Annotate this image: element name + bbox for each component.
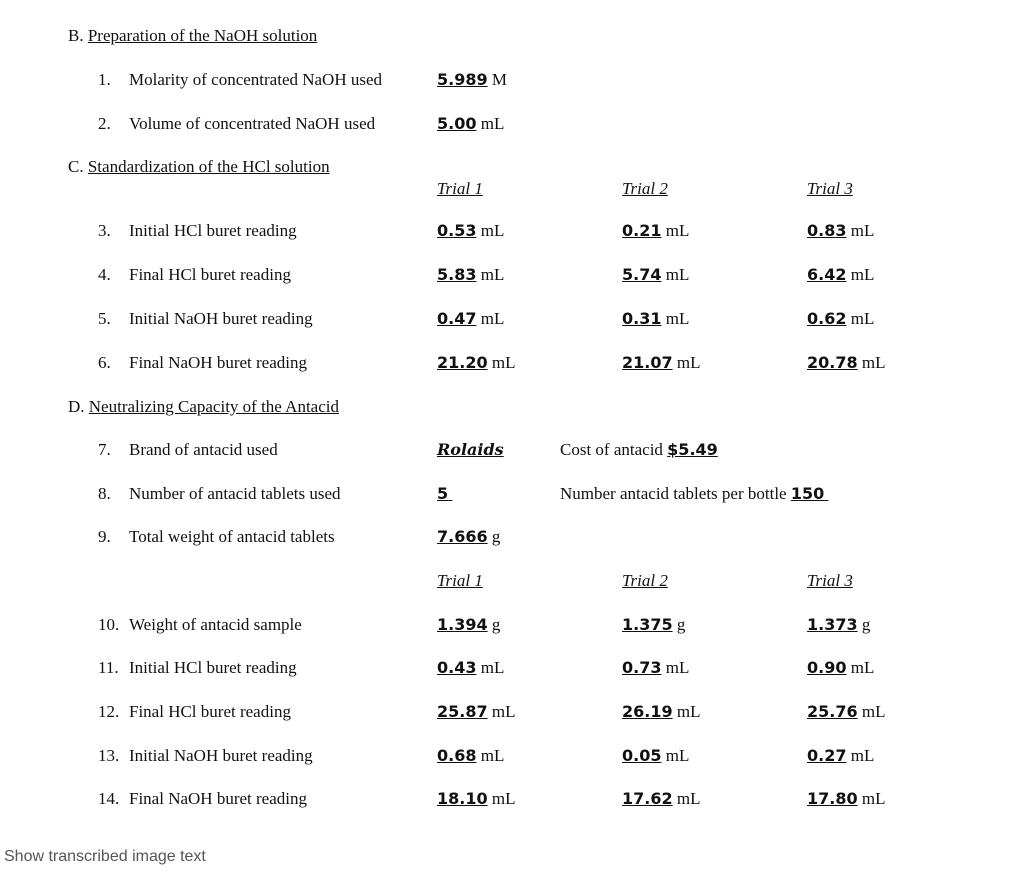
item-value: 6.42 — [807, 265, 847, 284]
item-label: Molarity of concentrated NaOH used — [129, 70, 383, 89]
item-row-7 — [98, 440, 278, 460]
item-unit: mL — [491, 789, 516, 808]
value-cell — [807, 221, 874, 241]
item-value: 0.90 — [807, 658, 847, 677]
value-cell — [622, 746, 689, 766]
item-unit: g — [491, 615, 501, 634]
item-unit: mL — [850, 746, 875, 765]
value-cell — [622, 221, 689, 241]
item-value: 17.80 — [807, 789, 858, 808]
value-cell — [807, 746, 874, 766]
item-label: Initial HCl buret reading — [129, 658, 297, 677]
item-row-4 — [98, 265, 291, 285]
item-row-2 — [98, 114, 375, 134]
section-c-heading — [68, 157, 330, 177]
section-letter: D. — [68, 397, 85, 416]
value-cell — [437, 615, 500, 635]
item-value: 0.68 — [437, 746, 477, 765]
item-value: 25.87 — [437, 702, 488, 721]
value-cell — [437, 70, 507, 90]
item-label: Final NaOH buret reading — [129, 353, 307, 372]
section-d-heading — [68, 397, 339, 417]
tablets-value: 5 — [437, 484, 449, 503]
item-number: 7. — [98, 440, 111, 459]
per-bottle-label: Number antacid tablets per bottle — [560, 484, 787, 503]
value-cell — [437, 746, 504, 766]
item-unit: M — [491, 70, 507, 89]
item-value: 21.07 — [622, 353, 673, 372]
item-value: 5.989 — [437, 70, 488, 89]
item-number: 6. — [98, 353, 111, 372]
item-number: 8. — [98, 484, 111, 503]
item-value: 17.62 — [622, 789, 673, 808]
item-unit: mL — [850, 265, 875, 284]
item-value: 5.74 — [622, 265, 662, 284]
section-title: Standardization of the HCl solution — [87, 157, 330, 176]
item-unit: mL — [491, 353, 516, 372]
item-unit: mL — [665, 221, 690, 240]
value-cell — [622, 615, 685, 635]
item-label: Weight of antacid sample — [129, 615, 302, 634]
item-value: 0.27 — [807, 746, 847, 765]
item-unit: mL — [850, 658, 875, 677]
trial-header: Trial 1 — [437, 571, 483, 590]
value-cell — [622, 353, 700, 373]
item-number: 1. — [98, 70, 111, 89]
item-number: 13. — [98, 746, 120, 765]
item-row-9 — [98, 527, 335, 547]
section-title: Preparation of the NaOH solution — [87, 26, 318, 45]
value-cell — [437, 702, 515, 722]
item-unit: g — [861, 615, 871, 634]
value-cell — [622, 309, 689, 329]
item-label: Number of antacid tablets used — [129, 484, 341, 503]
item-unit: mL — [861, 702, 886, 721]
value-cell — [622, 789, 700, 809]
item-number: 3. — [98, 221, 111, 240]
item-row-10 — [98, 615, 302, 635]
value-cell — [807, 309, 874, 329]
item-label: Initial HCl buret reading — [129, 221, 297, 240]
item-label: Total weight of antacid tablets — [129, 527, 335, 546]
item-value: 5.83 — [437, 265, 477, 284]
show-transcribed-text-link[interactable]: Show transcribed image text — [4, 848, 206, 865]
cost-value: $5.49 — [667, 440, 718, 459]
item-value: 1.375 — [622, 615, 673, 634]
item-label: Brand of antacid used — [129, 440, 278, 459]
section-letter: B. — [68, 26, 84, 45]
item-unit: mL — [676, 789, 701, 808]
item-number: 5. — [98, 309, 111, 328]
item-unit: mL — [480, 221, 505, 240]
value-cell — [437, 527, 500, 547]
value-cell — [622, 265, 689, 285]
item-row-5 — [98, 309, 313, 329]
item-value: 0.73 — [622, 658, 662, 677]
item-number: 11. — [98, 658, 119, 677]
item-number: 12. — [98, 702, 120, 721]
item-value: 1.373 — [807, 615, 858, 634]
value-cell — [437, 114, 504, 134]
item-unit: mL — [665, 746, 690, 765]
item-unit: mL — [491, 702, 516, 721]
item-number: 9. — [98, 527, 111, 546]
item-row-13 — [98, 746, 313, 766]
value-cell — [437, 221, 504, 241]
item-value: 18.10 — [437, 789, 488, 808]
cost-label: Cost of antacid — [560, 440, 663, 459]
item-row-11 — [98, 658, 297, 678]
item-label: Final NaOH buret reading — [129, 789, 307, 808]
item-value: 1.394 — [437, 615, 488, 634]
section-letter: C. — [68, 157, 84, 176]
trial-header: Trial 3 — [807, 571, 853, 590]
item-unit: g — [676, 615, 686, 634]
item-unit: mL — [861, 789, 886, 808]
section-b-heading — [68, 26, 317, 46]
item-unit: mL — [480, 658, 505, 677]
item-value: 0.21 — [622, 221, 662, 240]
item-number: 2. — [98, 114, 111, 133]
item-value: 26.19 — [622, 702, 673, 721]
item-label: Initial NaOH buret reading — [129, 309, 313, 328]
item-unit: mL — [665, 265, 690, 284]
value-cell — [807, 702, 885, 722]
value-cell — [807, 615, 870, 635]
item-unit: mL — [480, 114, 505, 133]
item-unit: mL — [850, 221, 875, 240]
item-row-8 — [98, 484, 341, 504]
item-unit: mL — [665, 658, 690, 677]
trial-header: Trial 2 — [622, 571, 668, 590]
value-cell — [437, 309, 504, 329]
section-title: Neutralizing Capacity of the Antacid — [88, 397, 339, 416]
item-label: Initial NaOH buret reading — [129, 746, 313, 765]
item-value: 7.666 — [437, 527, 488, 546]
item-row-3 — [98, 221, 297, 241]
item-value: 25.76 — [807, 702, 858, 721]
trial-header: Trial 3 — [807, 179, 853, 198]
item-unit: g — [491, 527, 501, 546]
value-cell — [807, 353, 885, 373]
value-cell — [437, 353, 515, 373]
value-cell — [807, 658, 874, 678]
value-cell — [437, 265, 504, 285]
per-bottle-field — [560, 484, 829, 504]
item-unit: mL — [676, 702, 701, 721]
item-unit: mL — [480, 265, 505, 284]
item-row-12 — [98, 702, 291, 722]
value-cell — [437, 789, 515, 809]
cost-field — [560, 440, 718, 460]
value-cell — [622, 702, 700, 722]
item-value: 0.83 — [807, 221, 847, 240]
item-number: 4. — [98, 265, 111, 284]
value-cell — [437, 658, 504, 678]
value-cell — [622, 658, 689, 678]
item-unit: mL — [850, 309, 875, 328]
item-value: 0.47 — [437, 309, 477, 328]
item-label: Volume of concentrated NaOH used — [129, 114, 376, 133]
value-cell — [807, 265, 874, 285]
trial-header: Trial 1 — [437, 179, 483, 198]
per-bottle-value: 150 — [790, 484, 825, 503]
item-unit: mL — [480, 746, 505, 765]
item-value: 0.43 — [437, 658, 477, 677]
item-value: 0.05 — [622, 746, 662, 765]
item-number: 10. — [98, 615, 120, 634]
item-unit: mL — [861, 353, 886, 372]
item-row-1 — [98, 70, 382, 90]
value-cell — [807, 789, 885, 809]
item-value: 0.31 — [622, 309, 662, 328]
item-row-6 — [98, 353, 307, 373]
item-value: 0.53 — [437, 221, 477, 240]
item-value: 20.78 — [807, 353, 858, 372]
value-cell — [437, 484, 452, 504]
item-unit: mL — [665, 309, 690, 328]
item-row-14 — [98, 789, 307, 809]
item-label: Final HCl buret reading — [129, 265, 291, 284]
item-value: 21.20 — [437, 353, 488, 372]
item-number: 14. — [98, 789, 120, 808]
item-label: Final HCl buret reading — [129, 702, 291, 721]
item-unit: mL — [480, 309, 505, 328]
item-unit: mL — [676, 353, 701, 372]
trial-header: Trial 2 — [622, 179, 668, 198]
item-value: 5.00 — [437, 114, 477, 133]
brand-value: Rolaids — [437, 440, 504, 459]
item-value: 0.62 — [807, 309, 847, 328]
